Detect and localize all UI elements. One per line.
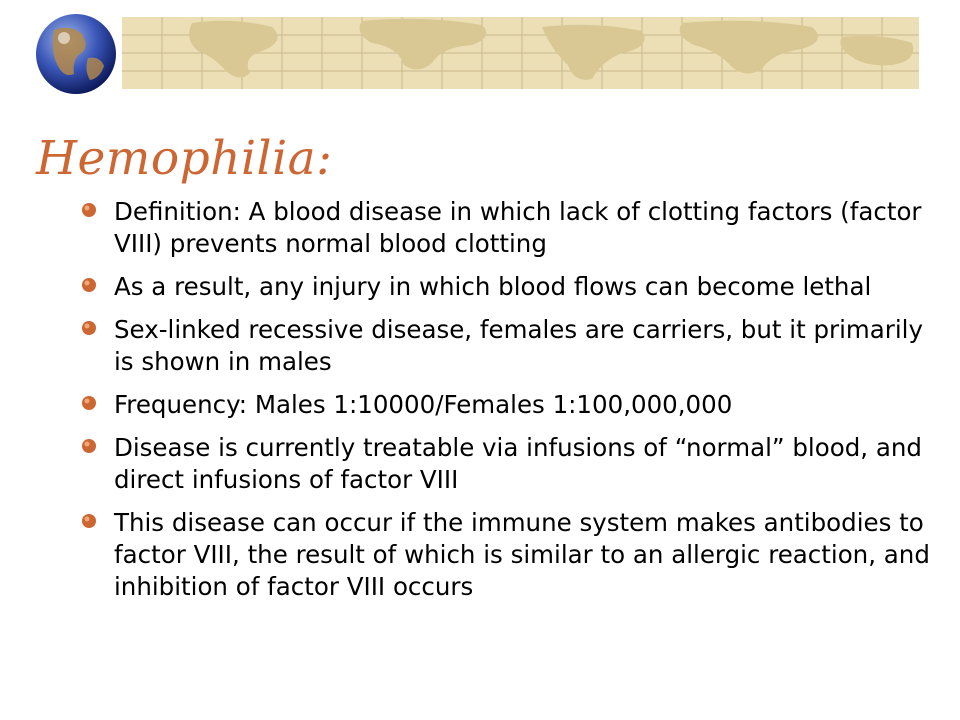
orange-circle-bullet-icon [80, 512, 98, 530]
bullet-text: Sex-linked recessive disease, females are carriers, but it primarily is shown in males [114, 315, 923, 376]
header-banner [0, 0, 960, 100]
bullet-item [80, 271, 940, 303]
bullet-item [80, 432, 940, 496]
bullet-text: As a result, any injury in which blood flows can become lethal [114, 272, 872, 301]
bullet-text: This disease can occur if the immune system makes antibodies to factor VIII, the result of which is similar to an allergic reaction, and inhibition of factor VIII occurs [114, 508, 930, 601]
bullet-item [80, 196, 940, 260]
bullet-text: Frequency: Males 1:10000/Females 1:100,000,000 [114, 390, 733, 419]
world-map-strip [122, 17, 919, 89]
orange-circle-bullet-icon [80, 319, 98, 337]
bullet-item [80, 507, 940, 603]
bullet-item [80, 314, 940, 378]
world-map-icon [122, 17, 919, 89]
bullet-item [80, 389, 940, 421]
bullet-text: Disease is currently treatable via infusions of “normal” blood, and direct infusions of factor VIII [114, 433, 922, 494]
orange-circle-bullet-icon [80, 276, 98, 294]
orange-circle-bullet-icon [80, 201, 98, 219]
bullet-text: Definition: A blood disease in which lack of clotting factors (factor VIII) prevents normal blood clotting [114, 197, 922, 258]
bullet-list [80, 196, 940, 614]
orange-circle-bullet-icon [80, 394, 98, 412]
globe-icon [30, 8, 122, 100]
orange-circle-bullet-icon [80, 437, 98, 455]
slide-title: Hemophilia: [36, 131, 333, 186]
